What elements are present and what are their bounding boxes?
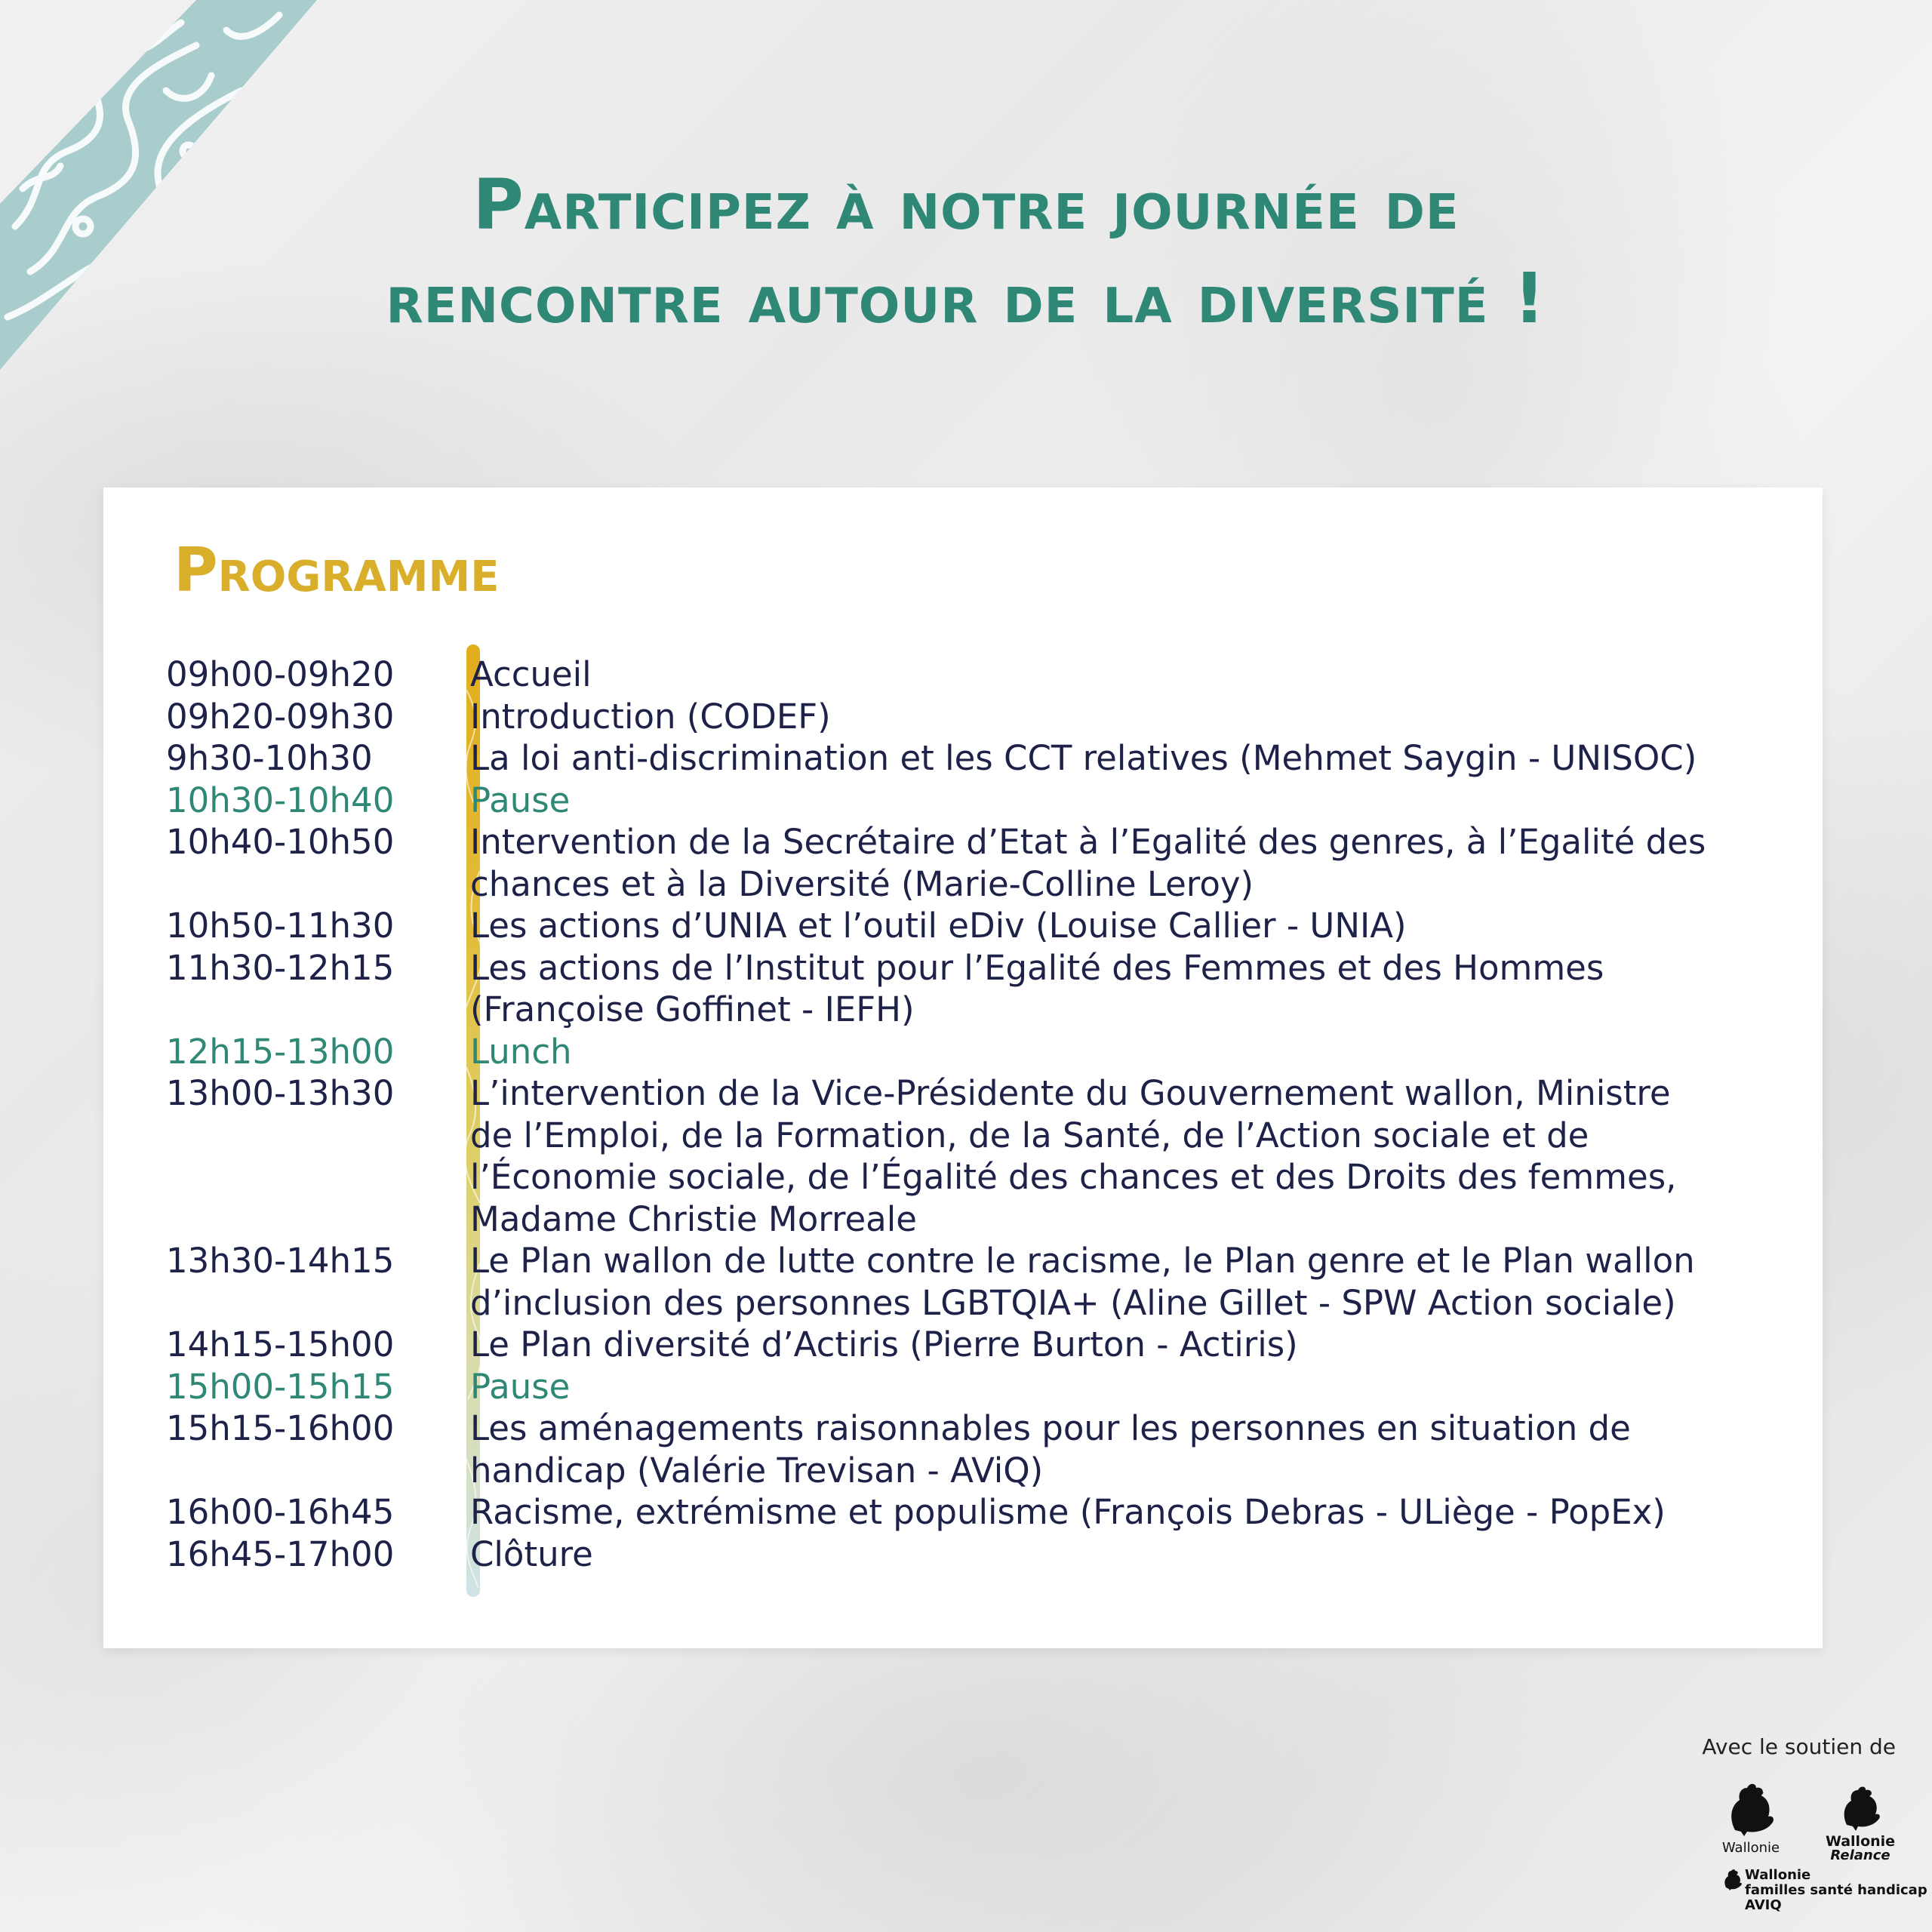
- logo-aviq-line-3: AVIQ: [1745, 1897, 1782, 1913]
- programme-heading: Programme: [174, 535, 500, 605]
- programme-time: 10h40-10h50: [166, 822, 395, 862]
- programme-label: Clôture: [470, 1534, 593, 1574]
- programme-time: 16h00-16h45: [166, 1492, 395, 1532]
- sponsors-caption: Avec le soutien de: [1702, 1734, 1896, 1759]
- programme-row: [103, 1324, 1823, 1366]
- programme-time: 09h20-09h30: [166, 696, 395, 737]
- programme-time: 10h30-10h40: [166, 780, 395, 820]
- programme-card: [103, 488, 1823, 1648]
- programme-time: 9h30-10h30: [166, 738, 373, 778]
- programme-row: [103, 1534, 1823, 1576]
- programme-row: [103, 654, 1823, 696]
- title-line-2: rencontre autour de la diversité !: [386, 258, 1546, 339]
- programme-row: [103, 947, 1823, 1031]
- logo-relance-text: Wallonie: [1825, 1833, 1896, 1850]
- logo-wallonie-relance: [1815, 1781, 1906, 1863]
- programme-label: Pause: [470, 780, 571, 820]
- programme-label: Lunch: [470, 1031, 572, 1072]
- rooster-icon: [1724, 1777, 1777, 1838]
- programme-label: Les actions d’UNIA et l’outil eDiv (Louise Callier - UNIA): [470, 906, 1407, 946]
- programme-row: [103, 1072, 1823, 1240]
- programme-break-row: [103, 780, 1823, 822]
- programme-label: Racisme, extrémisme et populisme (François Debras - ULiège - PopEx): [470, 1492, 1666, 1532]
- page-title: [0, 158, 1932, 346]
- programme-time: 09h00-09h20: [166, 654, 395, 694]
- programme-time: 13h00-13h30: [166, 1073, 395, 1113]
- logo-wallonie: [1713, 1777, 1789, 1856]
- rooster-icon: [1838, 1781, 1883, 1831]
- programme-time: 13h30-14h15: [166, 1241, 395, 1281]
- programme-label: Intervention de la Secrétaire d’Etat à l’Egalité des genres, à l’Egalité des chances et à la Diversité (Marie-Colline Leroy): [470, 822, 1706, 904]
- programme-label: Introduction (CODEF): [470, 696, 831, 737]
- programme-time: 12h15-13h00: [166, 1031, 395, 1072]
- programme-label: Pause: [470, 1366, 571, 1407]
- programme-row: [103, 905, 1823, 947]
- logo-wallonie-text: Wallonie: [1721, 1840, 1780, 1856]
- programme-time: 14h15-15h00: [166, 1324, 395, 1364]
- programme-break-row: [103, 1366, 1823, 1408]
- programme-time: 11h30-12h15: [166, 947, 395, 988]
- programme-label: Accueil: [470, 654, 592, 694]
- programme-time: 10h50-11h30: [166, 906, 395, 946]
- logo-relance-subtext: Relance: [1830, 1847, 1890, 1863]
- title-line-1: Participez à notre journée de: [472, 165, 1460, 245]
- programme-row: [103, 821, 1823, 905]
- programme-label: Les aménagements raisonnables pour les personnes en situation de handicap (Valérie Trevisan - AViQ): [470, 1408, 1631, 1491]
- programme-row: [103, 1240, 1823, 1324]
- rooster-icon: [1722, 1868, 1743, 1890]
- programme-row: [103, 737, 1823, 780]
- programme-time: 16h45-17h00: [166, 1534, 395, 1574]
- programme-label: Les actions de l’Institut pour l’Egalité des Femmes et des Hommes (Françoise Goffinet - IEFH): [470, 947, 1604, 1029]
- programme-row: [103, 696, 1823, 738]
- programme-label: Le Plan diversité d’Actiris (Pierre Burton - Actiris): [470, 1324, 1298, 1364]
- programme-break-row: [103, 1031, 1823, 1073]
- programme-label: L’intervention de la Vice-Présidente du Gouvernement wallon, Ministre de l’Emploi, de la Formation, de la Santé, de l’Action sociale et de l’Économie sociale, de l’Égalité des chances et des Droits des femmes, Madame Christie Morreale: [470, 1073, 1677, 1239]
- programme-time: 15h00-15h15: [166, 1366, 395, 1407]
- programme-label: La loi anti-discrimination et les CCT relatives (Mehmet Saygin - UNISOC): [470, 738, 1697, 778]
- logo-aviq: [1722, 1867, 1927, 1913]
- programme-row: [103, 1491, 1823, 1534]
- programme-row: [103, 1407, 1823, 1491]
- logo-aviq-line-2: familles santé handicap: [1745, 1882, 1927, 1898]
- logo-aviq-line-1: Wallonie: [1745, 1867, 1811, 1883]
- programme-list: [103, 654, 1823, 1575]
- programme-time: 15h15-16h00: [166, 1408, 395, 1448]
- programme-label: Le Plan wallon de lutte contre le racisme, le Plan genre et le Plan wallon d’inclusion des personnes LGBTQIA+ (Aline Gillet - SPW Action sociale): [470, 1241, 1695, 1323]
